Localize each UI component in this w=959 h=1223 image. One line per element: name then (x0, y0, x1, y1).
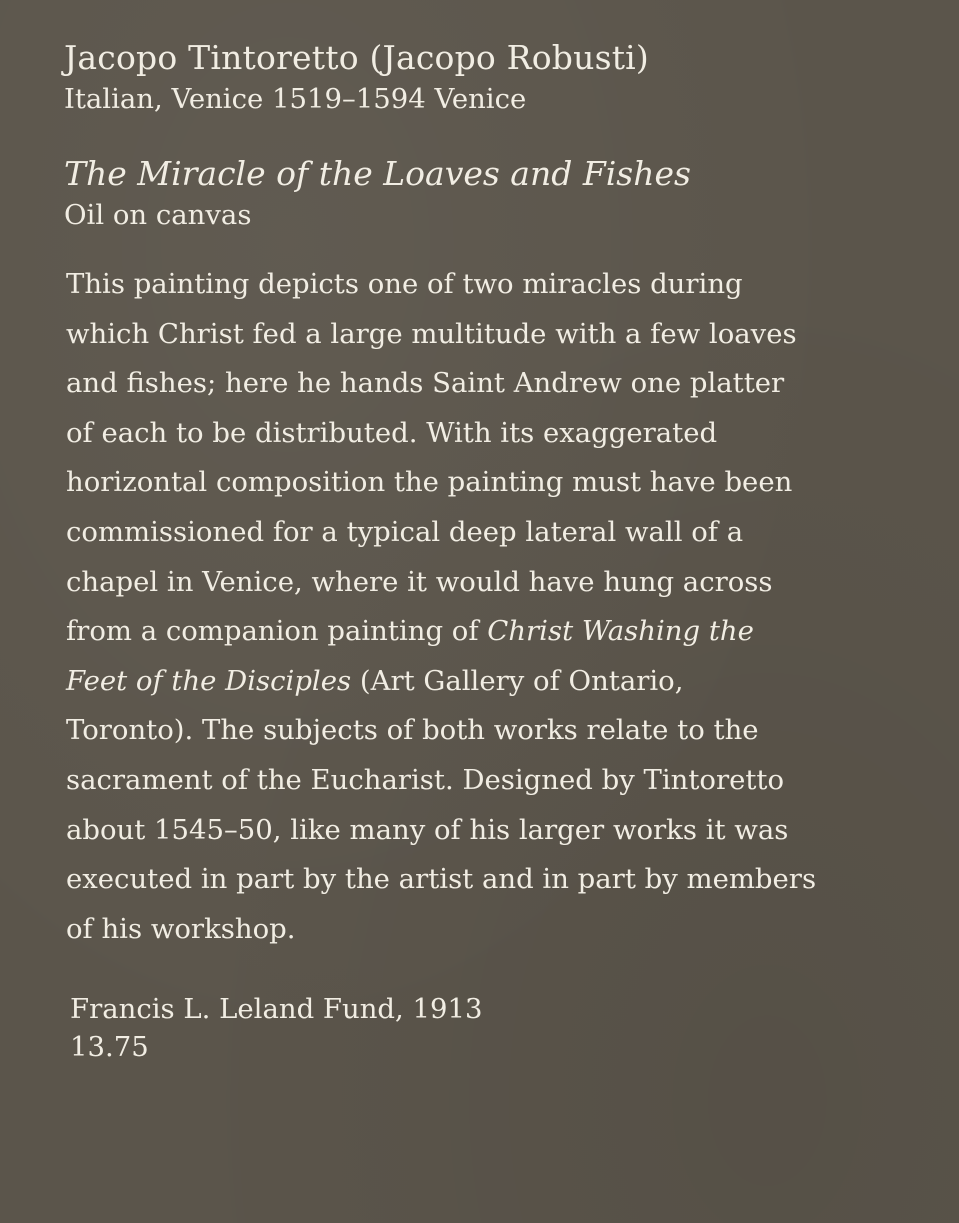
artwork-description (66, 260, 876, 954)
description-line: commissioned for a typical deep lateral wall of a (66, 515, 744, 548)
description-line: horizontal composition the painting must have been (66, 466, 793, 499)
description-line (66, 607, 876, 657)
companion-painting-title: Feet of the Disciples (66, 664, 352, 697)
description-line: of each to be distributed. With its exaggerated (66, 416, 718, 449)
description-line: Toronto). The subjects of both works relate to the (66, 714, 759, 747)
description-text: from a companion painting of (66, 615, 488, 648)
credit-line: Francis L. Leland Fund, 1913 (70, 993, 483, 1026)
companion-painting-title: Christ Washing the (487, 615, 754, 648)
description-line: sacrament of the Eucharist. Designed by Tintoretto (66, 763, 785, 796)
accession-number: 13.75 (70, 1031, 149, 1064)
artwork-medium: Oil on canvas (64, 199, 252, 231)
artwork-title: The Miracle of the Loaves and Fishes (64, 154, 691, 193)
description-line: of his workshop. (66, 912, 296, 945)
description-line (66, 657, 876, 707)
description-line: chapel in Venice, where it would have hung across (66, 565, 773, 598)
description-line: about 1545–50, like many of his larger works it was (66, 813, 789, 846)
artist-nationality-dates: Italian, Venice 1519–1594 Venice (64, 83, 527, 115)
description-text: (Art Gallery of Ontario, (351, 664, 684, 697)
description-line: This painting depicts one of two miracles during (66, 268, 743, 300)
description-line: and fishes; here he hands Saint Andrew one platter (66, 367, 785, 400)
description-line: executed in part by the artist and in part by members (66, 863, 817, 896)
artist-name: Jacopo Tintoretto (Jacopo Robusti) (64, 38, 649, 77)
description-line: which Christ fed a large multitude with a few loaves (66, 317, 797, 350)
